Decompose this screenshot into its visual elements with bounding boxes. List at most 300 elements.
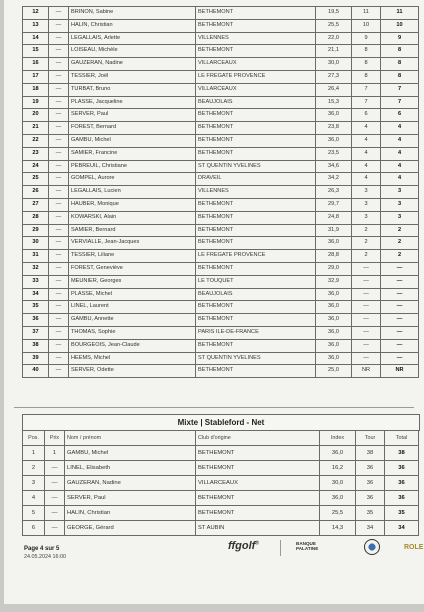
- cell-total: —: [381, 288, 419, 301]
- cell-club: BETHEMONT: [196, 365, 316, 378]
- ffgolf-logo: [228, 540, 259, 552]
- cell-index: 23,5: [316, 147, 352, 160]
- cell-name: SERVER, Odette: [69, 365, 196, 378]
- cell-index: 30,0: [316, 58, 352, 71]
- cell-index: 36,0: [316, 314, 352, 327]
- cell-pos: 23: [23, 147, 49, 160]
- cell-index: 36,0: [316, 237, 352, 250]
- cell-club: VILLARCEAUX: [196, 476, 320, 491]
- table-row: [23, 365, 419, 378]
- cell-index: 30,0: [320, 476, 356, 491]
- cell-tour: 3: [352, 211, 381, 224]
- table-row: [23, 476, 419, 491]
- cell-name: GAUZERAN, Nadine: [65, 476, 196, 491]
- cell-pos: 5: [23, 506, 45, 521]
- table-row: [23, 147, 419, 160]
- cell-tour: —: [352, 275, 381, 288]
- cell-club: ST QUENTIN YVELINES: [196, 160, 316, 173]
- table-row: [23, 521, 419, 536]
- cell-tour: 4: [352, 160, 381, 173]
- cell-index: 22,0: [316, 32, 352, 45]
- cell-total: —: [381, 339, 419, 352]
- cell-index: 36,0: [316, 301, 352, 314]
- cell-prix: —: [49, 275, 69, 288]
- cell-prix: —: [49, 122, 69, 135]
- section-divider: [14, 407, 414, 408]
- cell-index: 36,0: [316, 352, 352, 365]
- cell-total: 36: [385, 491, 419, 506]
- table-row: [23, 186, 419, 199]
- cell-total: 3: [381, 186, 419, 199]
- cell-tour: 3: [352, 198, 381, 211]
- cell-name: GAUZERAN, Nadine: [69, 58, 196, 71]
- table-row: [23, 109, 419, 122]
- cell-pos: 19: [23, 96, 49, 109]
- cell-prix: —: [45, 521, 65, 536]
- cell-prix: —: [49, 288, 69, 301]
- cell-name: GAMBU, Michel: [65, 446, 196, 461]
- cell-name: PLASSE, Jacqueline: [69, 96, 196, 109]
- cell-tour: —: [352, 301, 381, 314]
- cell-index: 28,8: [316, 250, 352, 263]
- cell-index: 27,3: [316, 70, 352, 83]
- cell-total: 36: [385, 461, 419, 476]
- cell-club: VILLARCEAUX: [196, 83, 316, 96]
- cell-club: BETHEMONT: [196, 109, 316, 122]
- cell-index: 29,7: [316, 198, 352, 211]
- table-row: [23, 122, 419, 135]
- cell-tour: 34: [356, 521, 385, 536]
- table-row: [23, 211, 419, 224]
- cell-total: 2: [381, 250, 419, 263]
- cell-pos: 15: [23, 45, 49, 58]
- table-row: [23, 339, 419, 352]
- cell-name: LINEL, Laurent: [69, 301, 196, 314]
- table-row: [23, 262, 419, 275]
- cell-club: BETHEMONT: [196, 339, 316, 352]
- cell-club: BETHEMONT: [196, 134, 316, 147]
- cell-total: 7: [381, 96, 419, 109]
- cell-total: —: [381, 314, 419, 327]
- table-header-row: [23, 431, 419, 446]
- cell-index: 36,0: [320, 491, 356, 506]
- col-header-total: Total: [385, 431, 419, 446]
- cell-name: FOREST, Geneviève: [69, 262, 196, 275]
- cell-tour: 4: [352, 147, 381, 160]
- cell-index: 16,2: [320, 461, 356, 476]
- cell-club: BETHEMONT: [196, 461, 320, 476]
- cell-index: 36,0: [320, 446, 356, 461]
- cell-prix: —: [49, 339, 69, 352]
- cell-prix: —: [49, 365, 69, 378]
- cell-tour: 3: [352, 186, 381, 199]
- cell-prix: —: [49, 198, 69, 211]
- table-row: [23, 19, 419, 32]
- cell-tour: 36: [356, 476, 385, 491]
- cell-club: BETHEMONT: [196, 7, 316, 20]
- cell-club: BETHEMONT: [196, 262, 316, 275]
- cell-club: BETHEMONT: [196, 224, 316, 237]
- cell-index: 25,5: [320, 506, 356, 521]
- cell-index: 25,0: [316, 365, 352, 378]
- cell-index: 36,0: [316, 326, 352, 339]
- cell-name: GAMBU, Michel: [69, 134, 196, 147]
- cell-total: 4: [381, 147, 419, 160]
- cell-prix: —: [49, 250, 69, 263]
- cell-pos: 17: [23, 70, 49, 83]
- cell-club: LE FREGATE PROVENCE: [196, 70, 316, 83]
- cell-tour: —: [352, 314, 381, 327]
- cell-club: ST QUENTIN YVELINES: [196, 352, 316, 365]
- table-row: [23, 45, 419, 58]
- table-row: [23, 7, 419, 20]
- cell-pos: 35: [23, 301, 49, 314]
- cell-pos: 4: [23, 491, 45, 506]
- cell-index: 29,0: [316, 262, 352, 275]
- cell-club: VILLENNES: [196, 32, 316, 45]
- cell-index: 21,1: [316, 45, 352, 58]
- bmw-logo-icon: [364, 539, 380, 555]
- cell-name: BRINON, Sabine: [69, 7, 196, 20]
- cell-name: LEGALLAIS, Lucien: [69, 186, 196, 199]
- cell-prix: —: [49, 96, 69, 109]
- table-row: [23, 134, 419, 147]
- cell-total: 2: [381, 224, 419, 237]
- cell-index: 36,0: [316, 109, 352, 122]
- cell-tour: —: [352, 339, 381, 352]
- cell-name: GAMBU, Annette: [69, 314, 196, 327]
- cell-club: BETHEMONT: [196, 45, 316, 58]
- cell-name: LEGALLAIS, Arlette: [69, 32, 196, 45]
- cell-prix: —: [49, 314, 69, 327]
- cell-prix: —: [49, 186, 69, 199]
- table-row: [23, 491, 419, 506]
- print-date: 24.05.2024 16:00: [24, 554, 66, 560]
- cell-club: VILLARCEAUX: [196, 58, 316, 71]
- cell-tour: 36: [356, 461, 385, 476]
- cell-tour: 10: [352, 19, 381, 32]
- cell-name: GEORGE, Gérard: [65, 521, 196, 536]
- cell-prix: —: [49, 352, 69, 365]
- cell-name: PEBREUIL, Christiane: [69, 160, 196, 173]
- table-row: [23, 506, 419, 521]
- cell-tour: 2: [352, 237, 381, 250]
- col-header-name: Nom / prénom: [65, 431, 196, 446]
- cell-total: —: [381, 352, 419, 365]
- cell-club: BETHEMONT: [196, 491, 320, 506]
- cell-tour: NR: [352, 365, 381, 378]
- cell-total: 8: [381, 58, 419, 71]
- cell-name: VERVIALLE, Jean-Jacques: [69, 237, 196, 250]
- cell-total: 3: [381, 198, 419, 211]
- cell-total: 11: [381, 7, 419, 20]
- cell-club: DRAVEIL: [196, 173, 316, 186]
- cell-prix: —: [49, 134, 69, 147]
- cell-name: LINEL, Elisabeth: [65, 461, 196, 476]
- results-sheet: [4, 0, 424, 604]
- table-row: [23, 70, 419, 83]
- cell-name: HEEMS, Michel: [69, 352, 196, 365]
- cell-club: BETHEMONT: [196, 19, 316, 32]
- cell-pos: 22: [23, 134, 49, 147]
- cell-club: PARIS ILE-DE-FRANCE: [196, 326, 316, 339]
- cell-tour: 2: [352, 224, 381, 237]
- cell-club: BETHEMONT: [196, 122, 316, 135]
- cell-pos: 1: [23, 446, 45, 461]
- cell-name: TESSIER, Liliane: [69, 250, 196, 263]
- banque-logo-line2: PALATINE: [296, 546, 319, 552]
- cell-pos: 29: [23, 224, 49, 237]
- cell-name: SAMIER, Francine: [69, 147, 196, 160]
- cell-name: SAMIER, Bernard: [69, 224, 196, 237]
- cell-pos: 18: [23, 83, 49, 96]
- table-row: [23, 96, 419, 109]
- rolex-logo: ROLE: [404, 544, 424, 551]
- cell-pos: 30: [23, 237, 49, 250]
- cell-index: 26,4: [316, 83, 352, 96]
- cell-prix: —: [45, 461, 65, 476]
- cell-tour: 6: [352, 109, 381, 122]
- cell-club: BETHEMONT: [196, 446, 320, 461]
- table-row: [23, 198, 419, 211]
- table-row: [23, 446, 419, 461]
- cell-prix: —: [49, 262, 69, 275]
- cell-pos: 26: [23, 186, 49, 199]
- cell-club: BETHEMONT: [196, 147, 316, 160]
- cell-tour: —: [352, 352, 381, 365]
- stableford-table-body: [23, 446, 419, 536]
- cell-prix: —: [49, 237, 69, 250]
- cell-index: 34,6: [316, 160, 352, 173]
- cell-tour: 7: [352, 83, 381, 96]
- table-row: [23, 461, 419, 476]
- cell-index: 36,0: [316, 134, 352, 147]
- section-title: Mixte | Stableford - Net: [22, 414, 420, 431]
- table-row: [23, 237, 419, 250]
- cell-name: KOWARSKI, Alain: [69, 211, 196, 224]
- cell-prix: —: [49, 326, 69, 339]
- cell-total: 36: [385, 476, 419, 491]
- table-row: [23, 288, 419, 301]
- cell-pos: 34: [23, 288, 49, 301]
- cell-pos: 21: [23, 122, 49, 135]
- cell-tour: 35: [356, 506, 385, 521]
- table-row: [23, 275, 419, 288]
- cell-club: LE TOUQUET: [196, 275, 316, 288]
- cell-prix: —: [49, 173, 69, 186]
- table-row: [23, 326, 419, 339]
- banque-palatine-logo: [296, 541, 318, 551]
- cell-pos: 27: [23, 198, 49, 211]
- cell-prix: —: [49, 7, 69, 20]
- cell-total: 4: [381, 160, 419, 173]
- col-header-prix: Prix: [45, 431, 65, 446]
- cell-club: BETHEMONT: [196, 314, 316, 327]
- table-row: [23, 160, 419, 173]
- cell-index: 34,2: [316, 173, 352, 186]
- cell-club: BEAUJOLAIS: [196, 288, 316, 301]
- cell-club: ST AUBIN: [196, 521, 320, 536]
- cell-pos: 40: [23, 365, 49, 378]
- cell-prix: —: [49, 160, 69, 173]
- cell-name: LOISEAU, Michèle: [69, 45, 196, 58]
- cell-tour: —: [352, 288, 381, 301]
- cell-pos: 37: [23, 326, 49, 339]
- cell-prix: —: [49, 211, 69, 224]
- cell-index: 23,8: [316, 122, 352, 135]
- cell-index: 15,3: [316, 96, 352, 109]
- table-row: [23, 58, 419, 71]
- cell-pos: 6: [23, 521, 45, 536]
- cell-club: VILLENNES: [196, 186, 316, 199]
- cell-total: 7: [381, 83, 419, 96]
- table-row: [23, 301, 419, 314]
- cell-total: 3: [381, 211, 419, 224]
- cell-total: 2: [381, 237, 419, 250]
- cell-tour: 2: [352, 250, 381, 263]
- table-row: [23, 224, 419, 237]
- table-row: [23, 352, 419, 365]
- cell-total: 4: [381, 122, 419, 135]
- cell-name: SERVER, Paul: [65, 491, 196, 506]
- cell-total: 8: [381, 45, 419, 58]
- col-header-pos: Pos.: [23, 431, 45, 446]
- cell-prix: —: [49, 109, 69, 122]
- col-header-index: Index: [320, 431, 356, 446]
- cell-total: 4: [381, 134, 419, 147]
- cell-pos: 32: [23, 262, 49, 275]
- cell-tour: 9: [352, 32, 381, 45]
- col-header-tour: Tour: [356, 431, 385, 446]
- table-row: [23, 250, 419, 263]
- cell-pos: 20: [23, 109, 49, 122]
- cell-total: 34: [385, 521, 419, 536]
- cell-tour: 8: [352, 45, 381, 58]
- ffgolf-logo-mark: ®: [255, 540, 259, 547]
- cell-total: 10: [381, 19, 419, 32]
- cell-prix: —: [49, 301, 69, 314]
- cell-total: 38: [385, 446, 419, 461]
- cell-pos: 28: [23, 211, 49, 224]
- cell-prix: —: [49, 147, 69, 160]
- table-row: [23, 314, 419, 327]
- table-row: [23, 83, 419, 96]
- cell-total: —: [381, 326, 419, 339]
- cell-pos: 2: [23, 461, 45, 476]
- cell-tour: —: [352, 326, 381, 339]
- cell-tour: 11: [352, 7, 381, 20]
- logo-separator: [280, 540, 281, 556]
- cell-pos: 33: [23, 275, 49, 288]
- cell-index: 36,0: [316, 339, 352, 352]
- cell-name: HAUBER, Monique: [69, 198, 196, 211]
- cell-total: —: [381, 262, 419, 275]
- cell-name: PLASSE, Michel: [69, 288, 196, 301]
- cell-tour: 4: [352, 173, 381, 186]
- cell-tour: 8: [352, 70, 381, 83]
- cell-tour: 4: [352, 122, 381, 135]
- cell-total: 4: [381, 173, 419, 186]
- cell-tour: 36: [356, 491, 385, 506]
- table-row: [23, 173, 419, 186]
- cell-prix: —: [49, 83, 69, 96]
- cell-total: 35: [385, 506, 419, 521]
- cell-index: 14,3: [320, 521, 356, 536]
- cell-prix: —: [49, 58, 69, 71]
- cell-club: BEAUJOLAIS: [196, 96, 316, 109]
- cell-prix: —: [45, 506, 65, 521]
- cell-club: BETHEMONT: [196, 211, 316, 224]
- results-table-continued: [22, 6, 419, 378]
- cell-prix: —: [49, 45, 69, 58]
- cell-tour: —: [352, 262, 381, 275]
- banque-logo-line1: BANQUE: [296, 541, 316, 546]
- cell-name: MEUNIER, Georges: [69, 275, 196, 288]
- cell-pos: 12: [23, 7, 49, 20]
- cell-name: THOMAS, Sophie: [69, 326, 196, 339]
- cell-prix: —: [45, 476, 65, 491]
- cell-club: BETHEMONT: [196, 198, 316, 211]
- cell-index: 36,0: [316, 288, 352, 301]
- cell-name: GOMPEL, Aurore: [69, 173, 196, 186]
- cell-tour: 7: [352, 96, 381, 109]
- cell-total: NR: [381, 365, 419, 378]
- cell-club: LE FREGATE PROVENCE: [196, 250, 316, 263]
- page-number: Page 4 sur 5: [24, 546, 60, 552]
- cell-pos: 16: [23, 58, 49, 71]
- table-row: [23, 32, 419, 45]
- cell-prix: —: [49, 224, 69, 237]
- cell-club: BETHEMONT: [196, 301, 316, 314]
- cell-tour: 38: [356, 446, 385, 461]
- cell-index: 26,3: [316, 186, 352, 199]
- cell-prix: —: [49, 32, 69, 45]
- cell-prix: 1: [45, 446, 65, 461]
- cell-name: SERVER, Paul: [69, 109, 196, 122]
- cell-total: —: [381, 301, 419, 314]
- cell-name: TESSIER, Joël: [69, 70, 196, 83]
- cell-index: 19,5: [316, 7, 352, 20]
- cell-pos: 36: [23, 314, 49, 327]
- cell-prix: —: [45, 491, 65, 506]
- cell-club: BETHEMONT: [196, 237, 316, 250]
- cell-index: 25,5: [316, 19, 352, 32]
- cell-index: 32,9: [316, 275, 352, 288]
- cell-tour: 4: [352, 134, 381, 147]
- cell-pos: 3: [23, 476, 45, 491]
- cell-pos: 14: [23, 32, 49, 45]
- cell-total: 9: [381, 32, 419, 45]
- stableford-net-table: [22, 430, 419, 536]
- cell-name: HALIN, Christian: [69, 19, 196, 32]
- cell-name: HALIN, Christian: [65, 506, 196, 521]
- cell-pos: 24: [23, 160, 49, 173]
- cell-pos: 25: [23, 173, 49, 186]
- cell-pos: 38: [23, 339, 49, 352]
- cell-prix: —: [49, 19, 69, 32]
- cell-total: —: [381, 275, 419, 288]
- cell-total: 6: [381, 109, 419, 122]
- cell-index: 31,9: [316, 224, 352, 237]
- cell-name: BOURGEOIS, Jean-Claude: [69, 339, 196, 352]
- ffgolf-logo-text: ffgolf: [228, 540, 256, 552]
- col-header-club: Club d'origine: [196, 431, 320, 446]
- cell-name: TURBAT, Bruno: [69, 83, 196, 96]
- cell-tour: 8: [352, 58, 381, 71]
- cell-club: BETHEMONT: [196, 506, 320, 521]
- results-table-body: [23, 7, 419, 378]
- cell-pos: 13: [23, 19, 49, 32]
